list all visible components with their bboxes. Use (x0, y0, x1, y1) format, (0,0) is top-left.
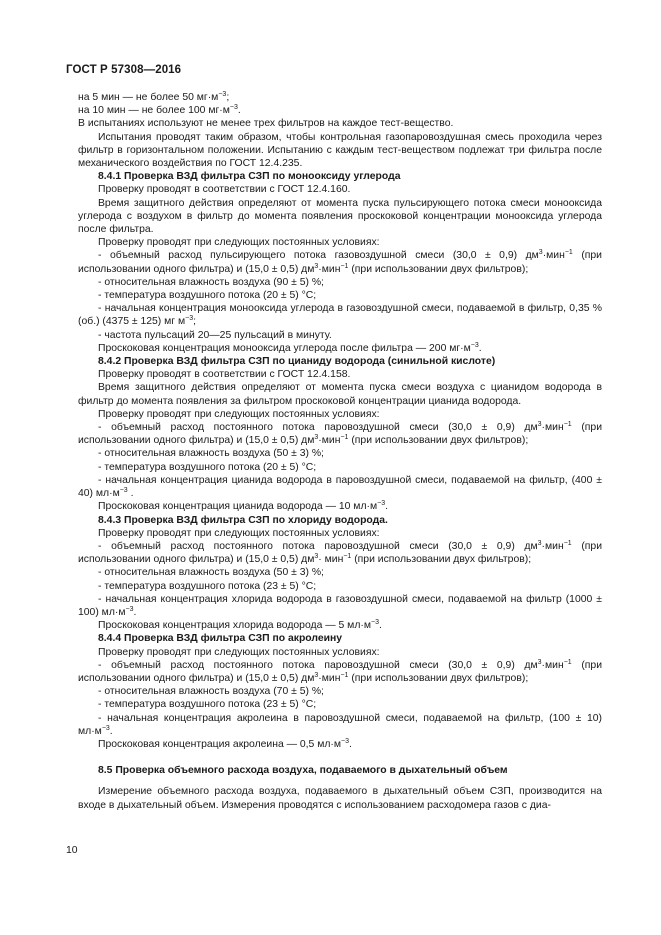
section-8-4-1-heading: 8.4.1 Проверка ВЗД фильтра СЗП по монооксиду углерода (98, 171, 401, 183)
s843-temperature: - температура воздушного потока (23 ± 5) °С; (98, 580, 317, 592)
limit-10-min: на 10 мин — не более 100 $мг\cdot м^{-3}$. (78, 104, 241, 117)
s844-concentration: - начальная концентрация акролеина в паровоздушной смеси, подаваемой на фильтр, (100 ± 10) $мл\cdot м^{-3}$. (78, 712, 602, 737)
s841-pulses: - частота пульсаций 20—25 пульсаций в минуту. (98, 329, 332, 341)
s843-conditions: Проверку проводят при следующих постоянных условиях: (98, 527, 380, 539)
section-8-5-heading: 8.5 Проверка объемного расхода воздуха, подаваемого в дыхательный объем (98, 765, 508, 777)
s842-breakthrough: Проскоковая концентрация цианида водорода — 10 $мл\cdot м^{-3}$. (98, 500, 388, 513)
page-body (78, 91, 602, 812)
s843-humidity: - относительная влажность воздуха (50 ± 3) %; (98, 567, 324, 579)
s841-flow: - объемный расход пульсирующего потока газовоздушной смеси (30,0 ± 0,9) $дм^3\cdot мин^{-1}$ (при использовании одного фильтра) и (15,0 ± 0,5) $дм^3\cdot мин^{-1}$ (при использовании двух фильтров); (78, 249, 602, 275)
s842-time: Время защитного действия определяют от момента пуска смеси воздуха с цианидом водорода в фильтр до момента появления за фильтром проскоковой концентрации цианида водорода. (78, 382, 602, 407)
s843-concentration: - начальная концентрация хлорида водорода в газовоздушной смеси, подаваемой на фильтр (1000 ± 100) $мл\cdot м^{-3}$. (78, 593, 602, 618)
s841-time: Время защитного действия определяют от момента пуска пульсирующего потока смеси монооксида углерода с воздухом в фильтр до момента появления проскоковой концентрации монооксида углерода после фильтра. (78, 197, 602, 236)
filters-count-paragraph: В испытаниях используют не менее трех фильтров на каждое тест-вещество. (78, 118, 454, 130)
page-number: 10 (66, 845, 78, 856)
s841-conditions: Проверку проводят при следующих постоянных условиях: (98, 237, 380, 249)
s841-humidity: - относительная влажность воздуха (90 ± 5) %; (98, 276, 324, 288)
s844-breakthrough: Проскоковая концентрация акролеина — 0,5 $мл\cdot м^{-3}$. (98, 737, 352, 750)
s841-temperature: - температура воздушного потока (20 ± 5) °С; (98, 290, 317, 302)
s844-humidity: - относительная влажность воздуха (70 ± 5) %; (98, 686, 324, 698)
s842-standard: Проверку проводят в соответствии с ГОСТ 12.4.158. (98, 369, 351, 381)
section-8-4-3-heading: 8.4.3 Проверка ВЗД фильтра СЗП по хлориду водорода. (98, 514, 388, 526)
test-procedure-paragraph: Испытания проводят таким образом, чтобы контрольная газопаровоздушная смесь проходила через фильтр в горизонтальном положении. Испытанию с каждым тест-веществом подлежат три фильтра после механического воздействия по ГОСТ 12.4.235. (78, 131, 602, 170)
s844-flow: - объемный расход постоянного потока паровоздушной смеси (30,0 ± 0,9) $дм^3\cdot мин^{-1}$ (при использовании одного фильтра) и (15,0 ± 0,5) $дм^3\cdot мин^{-1}$ (при использовании двух фильтров); (78, 658, 602, 684)
s844-temperature: - температура воздушного потока (23 ± 5) °С; (98, 699, 317, 711)
s841-breakthrough: Проскоковая концентрация монооксида углерода после фильтра — 200 $мг\cdot м^{-3}$. (98, 341, 482, 354)
s842-humidity: - относительная влажность воздуха (50 ± 3) %; (98, 448, 324, 460)
limit-5-min: на 5 мин — не более 50 $мг\cdot м^{-3}$; (78, 91, 230, 103)
s843-flow: - объемный расход постоянного потока паровоздушной смеси (30,0 ± 0,9) $дм^3\cdot мин^{-1}$ (при использовании одного фильтра) и (15,0 ± 0,5) $дм^3\cdot мин^{-1}$ (при использовании двух фильтров); (78, 539, 602, 566)
s842-temperature: - температура воздушного потока (20 ± 5) °С; (98, 461, 317, 473)
s842-flow: - объемный расход постоянного потока паровоздушной смеси (30,0 ± 0,9) $дм^3\cdot мин^{-1}$ (при использовании одного фильтра) и (15,0 ± 0,5) $дм^3\cdot мин^{-1}$ (при использовании двух фильтров); (78, 421, 602, 447)
s842-conditions: Проверку проводят при следующих постоянных условиях: (98, 408, 380, 420)
section-8-4-2-heading: 8.4.2 Проверка ВЗД фильтра СЗП по цианиду водорода (синильной кислоте) (98, 356, 496, 368)
document-code-header: ГОСТ Р 57308—2016 (66, 64, 182, 76)
section-8-4-4-heading: 8.4.4 Проверка ВЗД фильтра СЗП по акролеину (98, 633, 343, 645)
s844-conditions: Проверку проводят при следующих постоянных условиях: (98, 646, 380, 658)
s85-text: Измерение объемного расхода воздуха, подаваемого в дыхательный объем СЗП, производится на входе в дыхательный объем. Измерения проводятся с использованием расходомера газов с диа- (78, 786, 602, 811)
s841-concentration: - начальная концентрация монооксида углерода в газовоздушной смеси, подаваемой в фильтр, 0,35 % (об.) (4375 ± 125) мг $м^{-3}$; (78, 303, 602, 328)
s841-standard: Проверку проводят в соответствии с ГОСТ 12.4.160. (98, 184, 351, 196)
s843-breakthrough: Проскоковая концентрация хлорида водорода — 5 $мл\cdot м^{-3}$. (98, 619, 382, 632)
s842-concentration: - начальная концентрация цианида водорода в паровоздушной смеси, подаваемой на фильтр, (400 ± 40) $мл\cdot м^{-3}$ . (78, 474, 602, 500)
